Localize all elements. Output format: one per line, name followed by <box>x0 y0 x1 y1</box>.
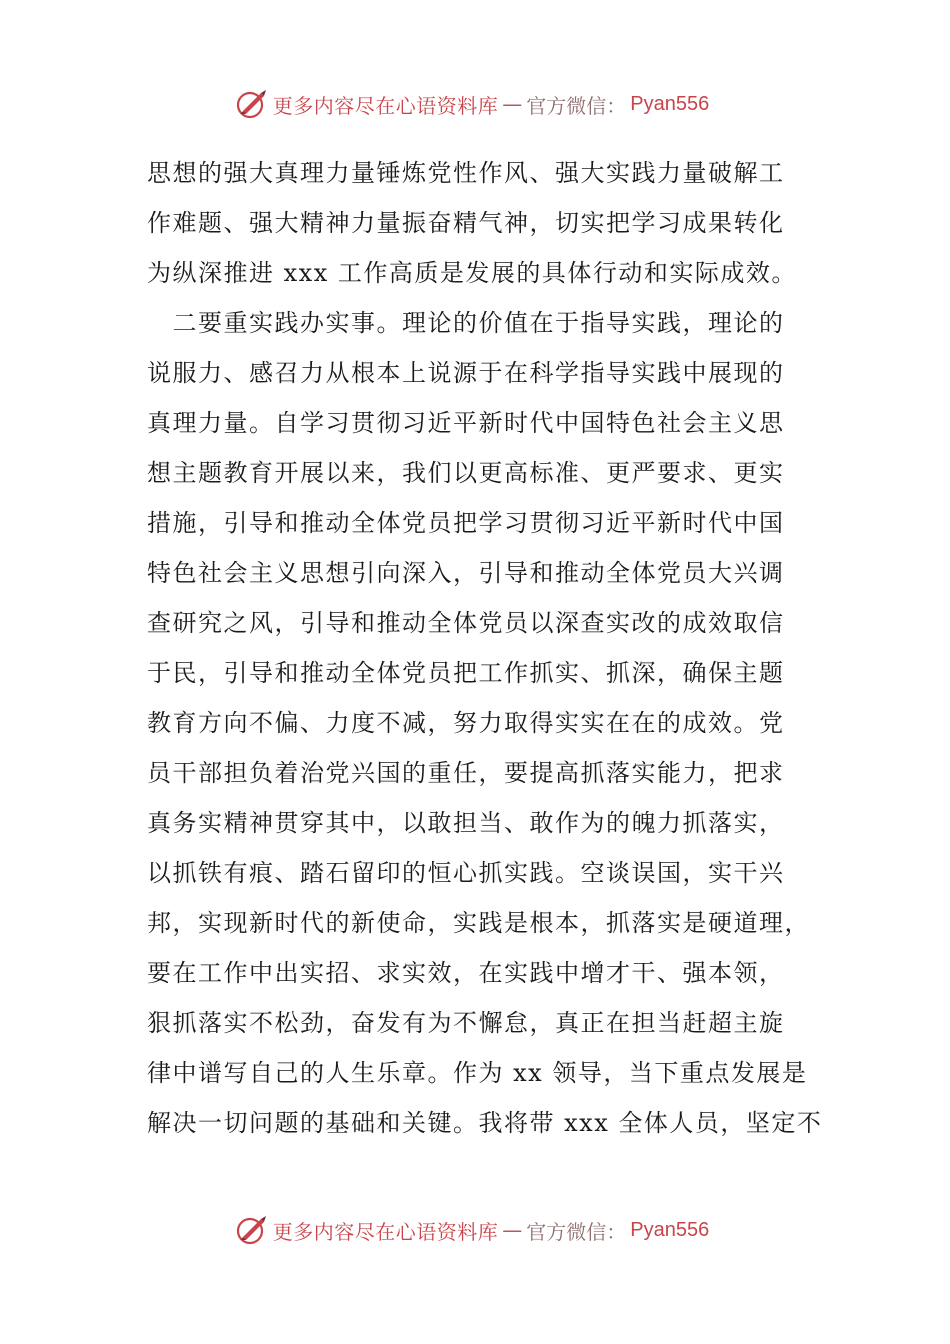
text-line-13: 员干部担负着治党兴国的重任，要提高抓落实能力，把求 <box>147 759 785 787</box>
banner-separator: — <box>502 92 523 116</box>
banner-separator: — <box>502 1218 523 1242</box>
banner-wechat-label: 官方微信： <box>526 93 627 118</box>
text-line-18: 狠抓落实不松劲，奋发有为不懈怠，真正在担当赶超主旋 <box>147 1009 785 1037</box>
text-line-20: 解决一切问题的基础和关键。我将带 xxx 全体人员，坚定不 <box>147 1109 823 1137</box>
text-line-11: 于民，引导和推动全体党员把工作抓实、抓深，确保主题 <box>147 659 785 687</box>
text-line-5: 说服力、感召力从根本上说源于在科学指导实践中展现的 <box>147 359 785 387</box>
document-body <box>147 148 823 1148</box>
text-line-3: 为纵深推进 xxx 工作高质是发展的具体行动和实际成效。 <box>147 259 797 287</box>
footer-watermark-banner <box>0 1210 950 1250</box>
header-banner-content <box>235 87 709 121</box>
text-line-9: 特色社会主义思想引向深入，引导和推动全体党员大兴调 <box>147 559 785 587</box>
text-line-8: 措施，引导和推动全体党员把学习贯彻习近平新时代中国 <box>147 509 785 537</box>
text-line-7: 想主题教育开展以来，我们以更高标准、更严要求、更实 <box>147 459 785 487</box>
quill-pen-logo-icon <box>235 1213 269 1247</box>
text-line-10: 查研究之风，引导和推动全体党员以深查实改的成效取信 <box>147 609 785 637</box>
header-watermark-banner <box>0 84 950 124</box>
banner-slogan: 更多内容尽在心语资料库 <box>272 1219 499 1244</box>
banner-wechat-id: Pyan556 <box>630 1218 710 1241</box>
text-line-2: 作难题、强大精神力量振奋精气神，切实把学习成果转化 <box>147 209 785 237</box>
footer-banner-content <box>235 1213 709 1247</box>
text-line-4: 二要重实践办实事。理论的价值在于指导实践，理论的 <box>147 309 785 337</box>
banner-slogan: 更多内容尽在心语资料库 <box>272 93 499 118</box>
text-line-17: 要在工作中出实招、求实效，在实践中增才干、强本领， <box>147 959 785 987</box>
text-line-19: 律中谱写自己的人生乐章。作为 xx 领导，当下重点发展是 <box>147 1059 808 1087</box>
text-line-14: 真务实精神贯穿其中，以敢担当、敢作为的魄力抓落实， <box>147 809 785 837</box>
text-line-15: 以抓铁有痕、踏石留印的恒心抓实践。空谈误国，实干兴 <box>147 859 785 887</box>
banner-wechat-id: Pyan556 <box>630 92 710 115</box>
text-line-6: 真理力量。自学习贯彻习近平新时代中国特色社会主义思 <box>147 409 785 437</box>
text-line-12: 教育方向不偏、力度不减，努力取得实实在在的成效。党 <box>147 709 785 737</box>
banner-wechat-label: 官方微信： <box>526 1219 627 1244</box>
text-line-1: 思想的强大真理力量锤炼党性作风、强大实践力量破解工 <box>147 159 785 187</box>
text-line-16: 邦，实现新时代的新使命，实践是根本，抓落实是硬道理， <box>147 909 810 937</box>
quill-pen-logo-icon <box>235 87 269 121</box>
